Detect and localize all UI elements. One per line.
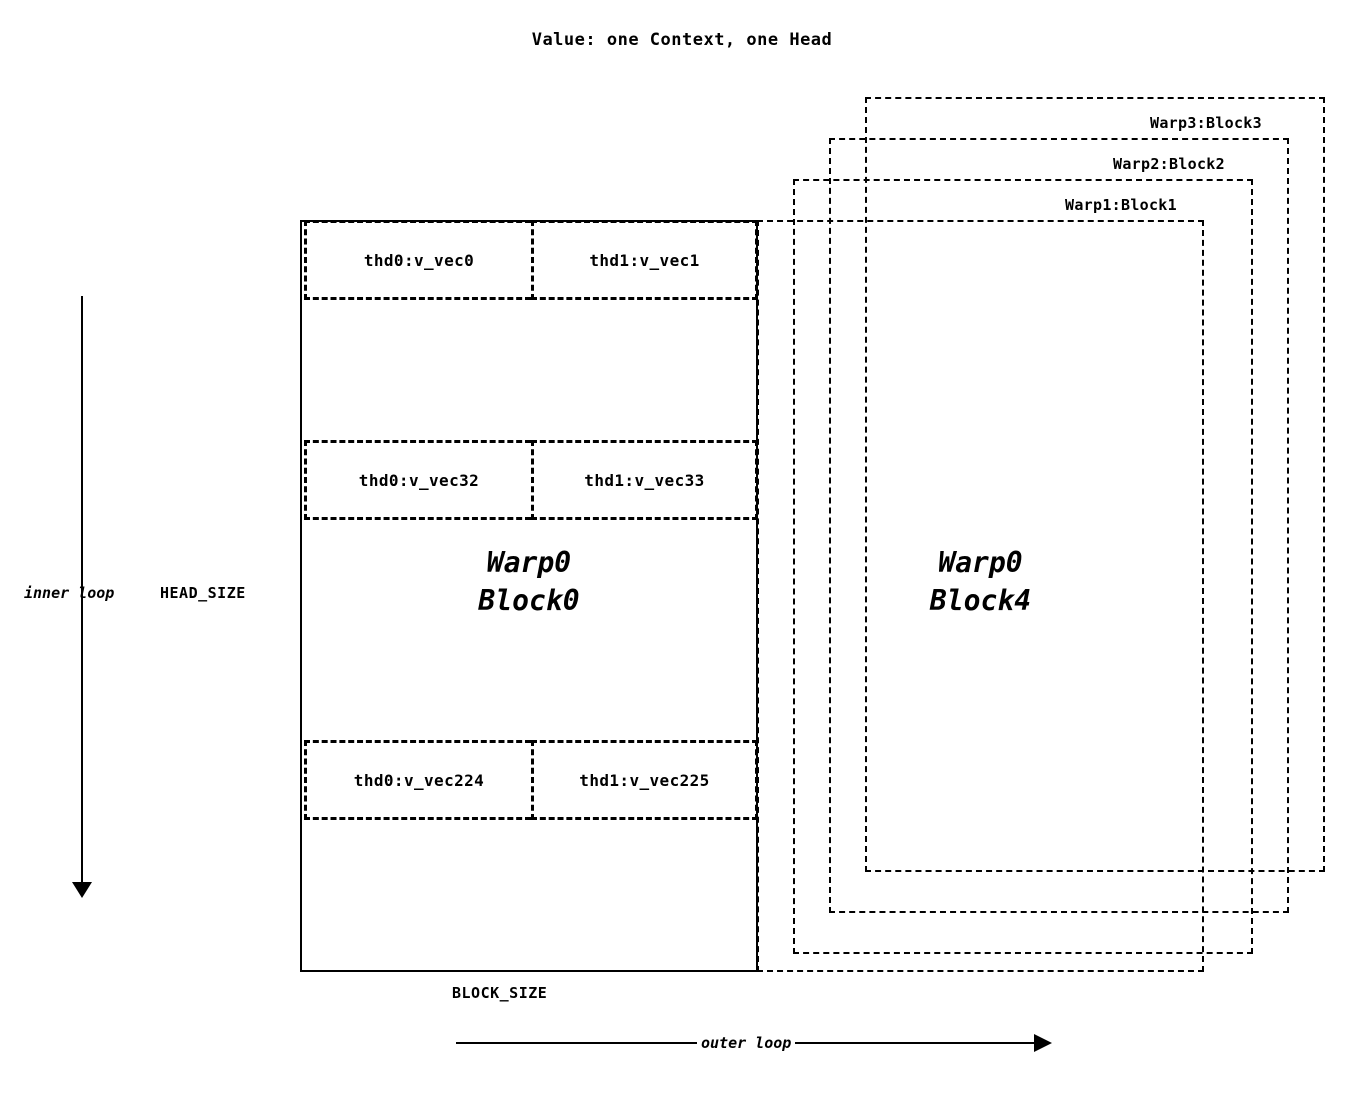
block-4 [757,220,1204,972]
thread-cell: thd0:v_vec224 [304,740,531,820]
block-0-name [302,544,756,620]
block-4-block: Block4 [929,583,1032,617]
table-row [304,220,758,300]
inner-loop-arrow-head-icon [72,882,92,898]
block-0-warp: Warp0 [486,546,572,579]
inner-loop-label: inner loop [24,584,115,602]
block-0 [300,220,758,972]
table-row [304,740,758,820]
thread-cell: thd1:v_vec1 [531,220,758,300]
back-block-1-label: Warp1:Block1 [1065,196,1177,214]
block-size-label: BLOCK_SIZE [452,984,548,1002]
thread-cell: thd1:v_vec225 [531,740,758,820]
block-4-name [759,544,1202,620]
page-title: Value: one Context, one Head [531,30,833,50]
table-row [304,440,758,520]
thread-cell: thd0:v_vec32 [304,440,531,520]
thread-cell: thd1:v_vec33 [531,440,758,520]
back-block-3-label: Warp3:Block3 [1150,114,1262,132]
thread-cell: thd0:v_vec0 [304,220,531,300]
back-block-2-label: Warp2:Block2 [1113,155,1225,173]
block-0-block: Block0 [478,583,580,617]
outer-loop-label: outer loop [697,1034,795,1052]
outer-loop-arrow-head-icon [1034,1034,1052,1052]
head-size-label: HEAD_SIZE [160,584,246,602]
block-4-warp: Warp0 [938,546,1023,579]
